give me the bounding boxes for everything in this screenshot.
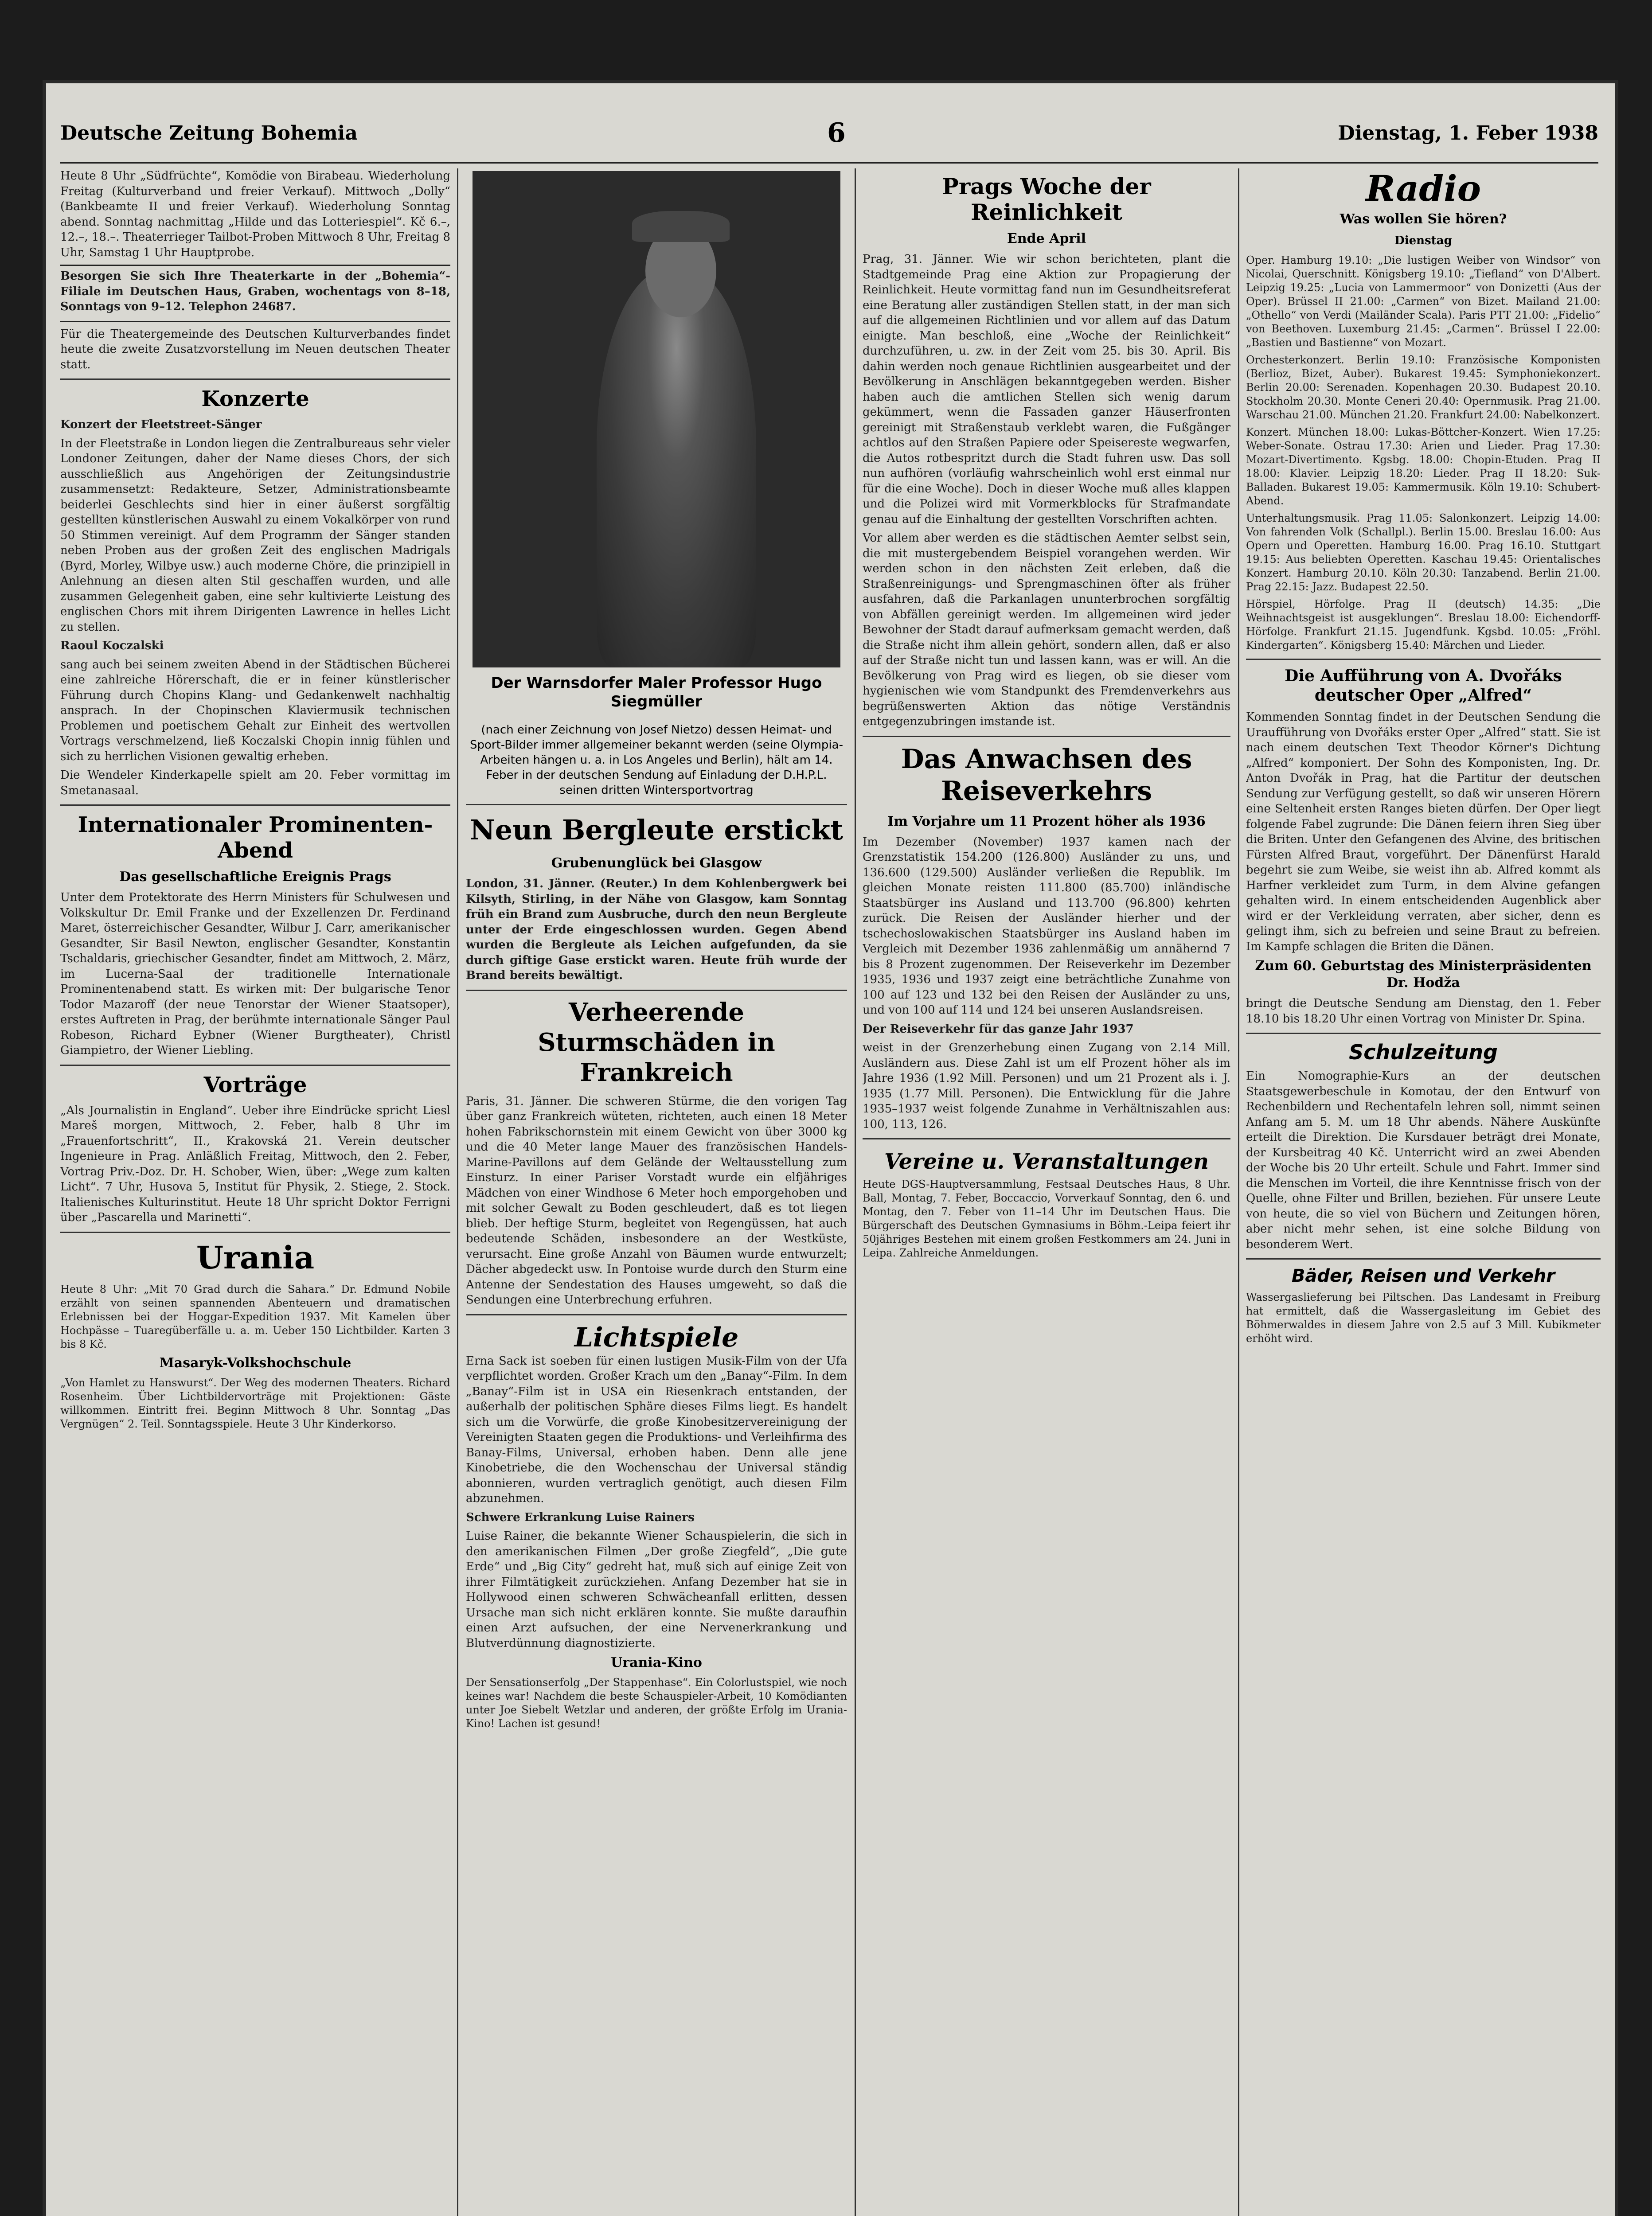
column-3 — [863, 168, 1230, 2216]
figure-cap — [632, 211, 730, 242]
divider — [863, 736, 1230, 737]
article-text: bringt die Deutsche Sendung am Dienstag, den 1. Feber 18.10 bis 18.20 Uhr einen Vortrag von Minister Dr. Spina. — [1246, 997, 1601, 1026]
divider — [1246, 1033, 1601, 1034]
divider — [1246, 659, 1601, 660]
article-subheading: Der Reiseverkehr für das ganze Jahr 1937 — [863, 1022, 1134, 1036]
section-heading: Vorträge — [203, 1072, 307, 1097]
section-subheading: Das gesellschaftliche Ereignis Prags — [119, 869, 391, 885]
article-headline: Die Aufführung von A. Dvořáks deutscher Oper „Alfred“ — [1285, 667, 1562, 705]
section-heading: Radio — [1366, 168, 1481, 209]
section-subheading: Urania-Kino — [611, 1655, 702, 1670]
section-heading: Bäder, Reisen und Verkehr — [1291, 1266, 1555, 1286]
article-headline: Neun Bergleute erstickt — [469, 814, 844, 846]
article-text: Vor allem aber werden es die städtischen Aemter selbst sein, die mit mustergebendem Beispiel vorangehen werden. Wir werden schon in den nächsten Zeit erleben, daß die Straßenreinigungs- und Sprengmaschinen öfter als früher ausfahren, daß die Parkanlagen ununterbrochen sorgfältig von Abfällen gereinigt werden. Im allgemeinen wird jeder Bewohner der Stadt darauf aufmerksam gemacht werden, daß die Straße nicht ihm allein gehört, sondern allen, daß er also auf der Straße nicht tun und lassen kann, was er will. An die Bevölkerung von Prag wird es liegen, ob sie dieser vom hygienischen wie vom Standpunkt des Fremdenverkehrs aus begrüßenswerten Aktion das nötige Verständnis entgegenzubringen imstande ist. — [863, 531, 1230, 728]
photo-title: Der Warnsdorfer Maler Professor Hugo Siegmüller — [491, 674, 822, 710]
divider — [1246, 1258, 1601, 1260]
article-text: weist in der Grenzerhebung einen Zugang von 2.14 Mill. Ausländern aus. Diese Zahl ist um elf Prozent höher als im Jahre 1936 (1.92 Mill. Personen) und um 21 Prozent als i. J. 1935 (1.77 Mill. Personen). Die Entwicklung für die Jahre 1935–1937 weist folgende Zunahme in Verhältniszahlen aus: 100, 113, 126. — [863, 1041, 1230, 1131]
article-subheadline: Im Vorjahre um 11 Prozent höher als 1936 — [887, 813, 1206, 829]
article-text: Heute 8 Uhr: „Mit 70 Grad durch die Sahara.“ Dr. Edmund Nobile erzählt von seinen spannenden Abenteuern und dramatischen Erlebnissen bei der Hoggar-Expedition 1937. Mit Kamelen über Hochpässe – Tuaregüberfälle u. a. m. Ueber 150 Lichtbilder. Karten 3 bis 8 Kč. — [60, 1283, 450, 1350]
article-headline: Das Anwachsen des Reiseverkehrs — [901, 743, 1192, 807]
section-heading: Konzerte — [201, 386, 309, 411]
kulturverband-note: Für die Theatergemeinde des Deutschen Kulturverbandes findet heute die zweite Zusatzvorstellung im Neuen deutschen Theater statt. — [60, 327, 450, 371]
weekday-label: Dienstag — [1394, 234, 1452, 247]
article-text: „Als Journalistin in England“. Ueber ihre Eindrücke spricht Liesl Mareš morgen, Mittwoch, 2. Feber, halb 8 Uhr im „Frauenfortschritt“, II., Krakovská 21. Verein deutscher Ingenieure in Prag. Anläßlich Freitag, Mittwoch, den 2. Feber, Vortrag Priv.-Doz. Dr. H. Schober, Wien, über: „Wege zum kalten Licht“. 7 Uhr, Husova 5, Institut für Physik, 2. Stiege, 2. Stock. Italienisches Kulturinstitut. Heute 18 Uhr spricht Doktor Ferrigni über „Pascarella und Marinetti“. — [60, 1104, 450, 1224]
divider — [466, 804, 847, 805]
article-text: Im Dezember (November) 1937 kamen nach der Grenzstatistik 154.200 (126.800) Ausländer zu uns, und 136.600 (129.500) Ausländer verließen die Republik. Im gleichen Monate reisten 111.800 (85.700) inländische Staatsbürger ins Ausland und 113.700 (96.800) kehrten zurück. Die Reisen der Ausländer hierher und der tschechoslowakischen Staatsbürger ins Ausland haben im Vergleich mit Dezember 1936 zahlenmäßig um annähernd 7 bis 8 Prozent zugenommen. Der Reiseverkehr im Dezember 1935, 1936 und 1937 zeigt eine beträchtliche Zunahme von 100 auf 123 und 132 bei den Reisen der Ausländer zu uns, und von 100 auf 114 und 124 bei unseren Auslandsreisen. — [863, 835, 1230, 1017]
theater-listing: Heute 8 Uhr „Südfrüchte“, Komödie von Birabeau. Wiederholung Freitag (Kulturverband und freier Verkauf). Mittwoch „Dolly“ (Bankbeamte II und freier Verkauf). Wiederholung Sonntag abend. Sonntag nachmittag „Hilde und das Lotteriespiel“. Kč 6.–, 12.–, 18.–. Theaterrieger Tailbot-Proben Mittwoch 8 Uhr, Freitag 8 Uhr, Samstag 1 Uhr Hauptprobe. — [60, 169, 450, 259]
figure-silhouette — [597, 269, 756, 667]
newspaper-title: Deutsche Zeitung Bohemia — [60, 122, 358, 144]
divider — [466, 1314, 847, 1315]
section-heading: Vereine u. Veranstaltungen — [884, 1149, 1209, 1174]
article-headline: Verheerende Sturmschäden in Frankreich — [538, 997, 775, 1087]
divider — [60, 1232, 450, 1233]
article-text: Ein Nomographie-Kurs an der deutschen Staatsgewerbeschule in Komotau, der den Entwurf von Rechenbildern und Rechentafeln lehren soll, nimmt seinen Anfang am 5. M. um 18 Uhr abends. Nähere Auskünfte erteilt die Direktion. Die Kursdauer beträgt drei Monate, der Kursbeitrag 40 Kč. Unterricht wird an zwei Abenden der Woche bis 20 Uhr erteilt. Schule und Fahrt. Immer sind die Menschen im Vorteil, die ihre Kenntnisse frisch von der Quelle, ohne Filter und Brillen, beziehen. Für unsere Leute von heute, die so viel von Büchern und Zeitungen hören, aber nicht mehr sehen, ist eine solche Bildung von besonderem Wert. — [1246, 1069, 1601, 1251]
article-subheadline: Grubenunglück bei Glasgow — [551, 855, 762, 871]
article-text: Kommenden Sonntag findet in der Deutschen Sendung die Uraufführung von Dvořáks erster Oper „Alfred“ statt. Sie ist nach einem deutschen Text Theodor Körner's Dichtung „Alfred“ komponiert. Der Sohn des Komponisten, Ing. Dr. Anton Dvořák in Prag, hat die Partitur der deutschen Sendung zur Verfügung gestellt, so daß wir unseren Hörern eine Seltenheit ersten Ranges bieten dürfen. Der Oper liegt folgende Fabel zugrunde: Die Dänen feiern ihren Sieg über die Briten. Unter den Gefangenen des Alvine, des britischen Fürsten Alfred Braut, vorgeführt. Der Dänenfürst Harald begehrt sie zum Weibe, sie weist ihn ab. Alfred kommt als Harfner verkleidet zum Turm, in dem Alvine gefangen gehalten wird. In einem entscheidenden Augenblick aber wird er der Verkleidung verraten, aber sicher, denn es gelingt ihm, sich zu befreien und seine Braut zu befreien. Im Kampfe schlagen die Briten die Dänen. — [1246, 710, 1601, 953]
article-text: Erna Sack ist soeben für einen lustigen Musik-Film von der Ufa verpflichtet worden. Großer Krach um den „Banay“-Film. In dem „Banay“-Film ist in USA ein Riesenkrach entstanden, der außerhalb der politischen Sphäre dieses Films liegt. Es handelt sich um die Vorwürfe, die große Kinobesitzervereinigung der Vereinigten Staaten gegen die Produktions- und Verleihfirma des Banay-Films, Universal, erhoben haben. Denn alle jene Kinobetriebe, die den Wochenschau der Universal ständig abonnieren, wurden vertraglich genötigt, auch diesen Film abzunehmen. — [466, 1354, 847, 1505]
article-subheadline: Zum 60. Geburtstag des Ministerpräsidenten Dr. Hodža — [1255, 958, 1592, 991]
divider — [60, 804, 450, 806]
section-heading: Schulzeitung — [1349, 1040, 1498, 1064]
article-text: Luise Rainer, die bekannte Wiener Schauspielerin, die sich in den amerikanischen Filmen „Der große Ziegfeld“, „Die gute Erde“ und „Big City“ gedreht hat, muß sich auf einige Zeit von ihrer Filmtätigkeit zurückziehen. Anfang Dezember hat sie in Hollywood einen schweren Schwächeanfall erlitten, dessen Ursache man sich nicht erklären konnte. Sie mußte daraufhin einen Arzt aufsuchen, der eine Nervenerkrankung und Blutverdünnung diagnostizierte. — [466, 1529, 847, 1650]
article-subheading: Raoul Koczalski — [60, 639, 164, 652]
article-text: In der Fleetstraße in London liegen die Zentralbureaus sehr vieler Londoner Zeitungen, daher der Name dieses Chors, der sich ausschließlich aus Angehörigen der Zeitungsindustrie zusammensetzt: Redakteure, Setzer, Administrationsbeamte beiderlei Geschlechts sind hier in einer äußerst sorgfältig gestellten künstlerischen Auswahl zu einem Vokalkörper von rund 50 Stimmen vereinigt. Auf dem Programm der Sänger standen neben Proben aus der großen Zeit des englischen Madrigals (Byrd, Morley, Wilbye usw.) auch moderne Chöre, die prinzipiell in Anlehnung an diesen alten Stil geschaffen wurden, und alle zusammen Gelegenheit gaben, eine sehr kultivierte Leistung des englischen Chors mit ihrem Dirigenten Lawrence in helles Licht zu stellen. — [60, 437, 450, 634]
divider — [60, 378, 450, 380]
article-text: London, 31. Jänner. (Reuter.) In dem Kohlenbergwerk bei Kilsyth, Stirling, in der Nähe von Glasgow, kam Sonntag früh ein Brand zum Ausbruche, durch den neun Bergleute unter der Erde eingeschlossen wurden. Gegen Abend wurden die Bergleute als Leichen aufgefunden, da sie durch giftige Gase erstickt waren. Heute früh wurde der Brand bereits bewältigt. — [466, 877, 847, 982]
article-text: sang auch bei seinem zweiten Abend in der Städtischen Bücherei eine zahlreiche Hörerschaft, die er in feiner künstlerischer Führung durch Chopins Klang- und Gedankenwelt nachhaltig ansprach. In der Chopinschen Klaviermusik technischen Problemen und poetischem Gehalt zur Einheit des wertvollen Vortrags verschmelzend, ließ Koczalski Chopin innig fühlen und sich zu herrlichen Visionen gewaltig erheben. — [60, 658, 450, 763]
portrait-photo — [473, 171, 840, 667]
divider — [60, 1065, 450, 1066]
divider — [863, 1138, 1230, 1139]
section-heading: Urania — [196, 1239, 315, 1276]
column-rule — [1238, 168, 1239, 2216]
ticket-notice — [60, 265, 450, 322]
section-heading: Lichtspiele — [574, 1322, 739, 1353]
issue-date: Dienstag, 1. Feber 1938 — [1338, 122, 1598, 144]
article-text: Wassergaslieferung bei Piltschen. Das Landesamt in Freiburg hat ermittelt, daß die Wassergasleitung im Gebiet des Böhmerwaldes in diesem Jahre von 2.5 auf 3 Mill. Kubikmeter erhöht wird. — [1246, 1291, 1601, 1345]
ticket-notice-text: Besorgen Sie sich Ihre Theaterkarte in der „Bohemia“-Filiale im Deutschen Haus, Graben, wochentags von 8–18, Sonntags von 9–12. Telephon 24687. — [60, 269, 450, 313]
article-subheading: Konzert der Fleetstreet-Sänger — [60, 418, 262, 431]
radio-listing: Oper. Hamburg 19.10: „Die lustigen Weiber von Windsor“ von Nicolai, Querschnitt. Königsberg 19.10: „Tiefland“ von D'Albert. Leipzig 19.25: „Lucia von Lammermoor“ von Donizetti (Aus der Oper). Brüssel II 21.00: „Carmen“ von Bizet. Mailand 21.00: „Othello“ von Verdi (Mailänder Scala). Paris PTT 21.00: „Fidelio“ von Beethoven. Luxemburg 21.45: „Carmen“. Brüssel I 22.00: „Bastien und Bastienne“ von Mozart. — [1246, 254, 1601, 349]
newspaper-page — [43, 80, 1618, 2216]
column-rule — [457, 168, 458, 2216]
article-text: Der Sensationserfolg „Der Stappenhase“. Ein Colorlustspiel, wie noch keines war! Nachdem die beste Schauspieler-Arbeit, 10 Komödianten unter Joe Siebelt Wetzlar und anderen, der größte Erfolg im Urania-Kino! Lachen ist gesund! — [466, 1676, 847, 1730]
article-subheadline: Ende April — [1007, 231, 1086, 246]
column-rule — [855, 168, 856, 2216]
radio-listing: Hörspiel, Hörfolge. Prag II (deutsch) 14.35: „Die Weihnachtsgeist ist ausgeklungen“. Breslau 18.00: Eichendorff-Hörfolge. Frankfurt 21.15. Jugendfunk. Kgsbd. 10.05: „Fröhl. Kindergarten“. Königsberg 15.40: Märchen und Lieder. — [1246, 598, 1601, 652]
divider — [466, 990, 847, 991]
page-number: 6 — [827, 117, 846, 148]
article-subheading: Schwere Erkrankung Luise Rainers — [466, 1510, 695, 1524]
article-text: Prag, 31. Jänner. Wie wir schon berichteten, plant die Stadtgemeinde Prag eine Aktion zur Propagierung der Reinlichkeit. Heute vormittag fand nun im Gesundheitsreferat eine Beratung aller zuständigen Stellen statt, in der man sich auf die allgemeinen Richtlinien und vor allem auf das Datum einigte. Man beschloß, eine „Woche der Reinlichkeit“ durchzuführen, u. zw. in der Zeit vom 25. bis 30. April. Bis dahin werden noch genaue Richtlinien ausgearbeitet und der Bevölkerung in Anschlägen bekanntgegeben werden. Bisher haben auch die amtlichen Stellen sich wenig darum gekümmert, wenn die Fassaden ganzer Häuserfronten gereinigt mit Straßenstaub verklebt waren, die Fußgänger achtlos auf den Straßen Papiere oder Speisereste wegwarfen, die Autos rotbespritzt durch die Stadt fuhren usw. Das soll nun aufhören (vorläufig wahrscheinlich wohl erst einmal nur für die eine Woche). Doch in dieser Woche muß alles klappen und die Polizei wird mit Vormerkblocks für Strafmandate genau auf die Einhaltung der gestellten Vorschriften achten. — [863, 253, 1230, 526]
article-text: Die Wendeler Kinderkapelle spielt am 20. Feber vormittag im Smetanasaal. — [60, 769, 450, 797]
article-text: Unter dem Protektorate des Herrn Ministers für Schulwesen und Volkskultur Dr. Emil Franke und der Exzellenzen Dr. Ferdinand Maret, österreichischer Gesandter, Wilbur J. Carr, amerikanischer Gesandter, Sir Basil Newton, englischer Gesandter, Konstantin Tschaldaris, griechischer Gesandter, findet am Mittwoch, 2. März, im Lucerna-Saal der traditionelle Internationale Prominentenabend statt. Es wirken mit: Der bulgarische Tenor Todor Mazaroff (der neue Tenorstar der Wiener Staatsoper), erstes Auftreten in Prag, der berühmte internationale Sänger Paul Robeson, Richard Eybner (Wiener Burgtheater), Christl Giampietro, der Wiener Liebling. — [60, 891, 450, 1057]
article-text: „Von Hamlet zu Hanswurst“. Der Weg des modernen Theaters. Richard Rosenheim. Über Lichtbildervorträge mit Projektionen: Gäste willkommen. Eintritt frei. Beginn Mittwoch 8 Uhr. Sonntag „Das Vergnügen“ 2. Teil. Sonntagsspiele. Heute 3 Uhr Kinderkorso. — [60, 1376, 450, 1430]
column-1 — [60, 168, 450, 2216]
page-header — [60, 113, 1598, 164]
article-text: Heute DGS-Hauptversammlung, Festsaal Deutsches Haus, 8 Uhr. Ball, Montag, 7. Feber, Boccaccio, Vorverkauf Sonntag, den 6. und Montag, den 7. Feber von 11–14 Uhr im Deutschen Haus. Die Bürgerschaft des Deutschen Gymnasiums in Böhm.-Leipa feiert ihr 50jähriges Bestehen mit einem großen Festkommers am 24. Juni in Leipa. Zahlreiche Anmeldungen. — [863, 1178, 1230, 1259]
section-subheading: Was wollen Sie hören? — [1340, 211, 1507, 227]
article-headline: Prags Woche der Reinlichkeit — [942, 173, 1151, 225]
radio-listing: Unterhaltungsmusik. Prag 11.05: Salonkonzert. Leipzig 14.00: Von fahrenden Volk (Schallpl.). Berlin 15.00. Breslau 16.00: Aus Opern und Operetten. Hamburg 16.00. Prag 16.10. Stuttgart 19.15: Aus beliebten Operetten. Kaschau 19.45: Orientalisches Konzert. Hamburg 20.10. Köln 20.30: Tanzabend. Berlin 21.00. Prag 22.15: Jazz. Budapest 22.50. — [1246, 512, 1601, 593]
radio-listing: Orchesterkonzert. Berlin 19.10: Französische Komponisten (Berlioz, Bizet, Auber). Bukarest 19.45: Symphoniekonzert. Berlin 20.00: Serenaden. Kopenhagen 20.30. Budapest 20.10. Stockholm 20.30. Monte Ceneri 20.40: Opernmusik. Prag 21.00. Warschau 21.00. München 21.20. Frankfurt 24.00: Nabelkonzert. — [1246, 354, 1601, 421]
section-heading: Internationaler Prominenten-Abend — [78, 812, 433, 863]
column-4 — [1246, 168, 1601, 2216]
photo-caption: (nach einer Zeichnung von Josef Nietzo) dessen Heimat- und Sport-Bilder immer allgemeiner bekannt werden (seine Olympia-Arbeiten hängen u. a. in Los Angeles und Berlin), hält am 14. Feber in der deutschen Sendung auf Einladung der D.H.P.L. seinen dritten Wintersportvortrag — [470, 723, 843, 797]
column-2 — [466, 168, 847, 2216]
article-text: Paris, 31. Jänner. Die schweren Stürme, die den vorigen Tag über ganz Frankreich wüteten, richteten, auch einen 18 Meter hohen Fabrikschornstein mit einem Gewicht von über 3000 kg und die 40 Meter lange Mauer des französischen Handels-Marine-Pavillons auf dem Gelände der Weltausstellung zum Einsturz. In einer Pariser Vorstadt wurde ein elfjähriges Mädchen von einer Windhose 6 Meter hoch emporgehoben und mit solcher Gewalt zu Boden geschleudert, daß es tot liegen blieb. Der heftige Sturm, begleitet von Regengüssen, hat auch bedeutende Schäden, insbesondere an der Westküste, verursacht. Eine große Anzahl von Bäumen wurde entwurzelt; Dächer abgedeckt usw. In Pontoise wurde durch den Sturm eine Antenne der Sendestation des Hauses umgeweht, so daß die Sendungen eine Unterbrechung erfuhren. — [466, 1094, 847, 1307]
radio-listing: Konzert. München 18.00: Lukas-Böttcher-Konzert. Wien 17.25: Weber-Sonate. Ostrau 17.30: Arien und Lieder. Prag 17.30: Mozart-Divertimento. Kgsbg. 18.00: Chopin-Etuden. Prag II 18.00: Klavier. Leipzig 18.20: Lieder. Prag II 18.20: Suk-Balladen. Bukarest 19.05: Kammermusik. Köln 19.10: Schubert-Abend. — [1246, 426, 1601, 507]
section-subheading: Masaryk-Volkshochschule — [159, 1355, 351, 1371]
